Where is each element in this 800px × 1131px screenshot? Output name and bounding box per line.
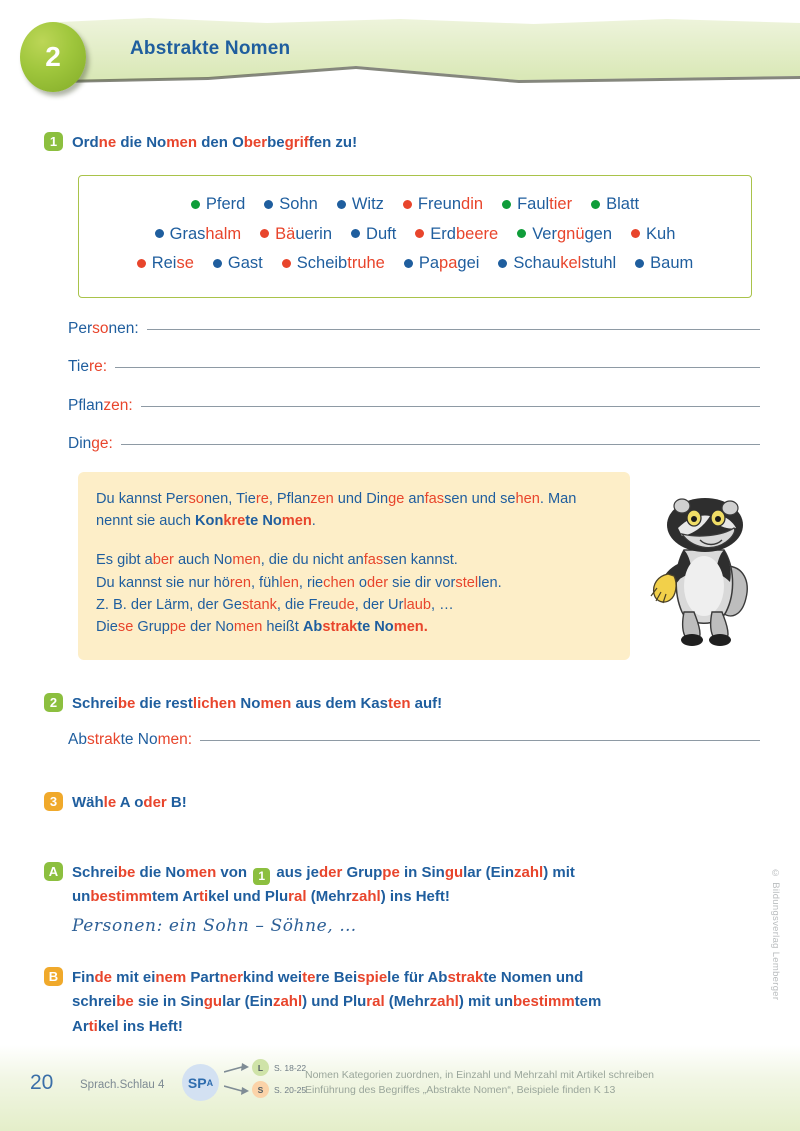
word-bank-item[interactable]: [502, 196, 572, 213]
page-number: 20: [30, 1071, 54, 1094]
task-a-text-before: Schreibe die Nomen von: [72, 864, 252, 881]
answer-rule[interactable]: [147, 329, 760, 330]
word-bank-label: Duft: [366, 224, 397, 243]
word-bank-item[interactable]: [351, 226, 396, 243]
task-a-badge: A: [44, 862, 63, 881]
word-bank-row: [79, 255, 751, 272]
competency-badge: [182, 1064, 219, 1101]
word-bank-item[interactable]: [403, 196, 483, 213]
category-label: Dinge:: [68, 435, 113, 452]
task-a-text: [72, 861, 575, 910]
word-bank-label: Vergnügen: [532, 224, 613, 243]
word-bank-label: Baum: [650, 254, 694, 272]
page-header: [0, 18, 800, 96]
bullet-dot-icon: [517, 229, 526, 238]
bullet-dot-icon: [155, 229, 164, 238]
category-line-pflanzen[interactable]: [68, 397, 760, 415]
category-line-personen[interactable]: [68, 320, 760, 338]
task-a-text-after: aus jeder Gruppe in Singular (Einzahl) mit unbestimmtem Artikel und Plural (Mehrzahl) ins Heft!: [72, 864, 575, 906]
bullet-dot-icon: [337, 200, 346, 209]
category-line-dinge[interactable]: [68, 435, 760, 453]
answer-label: Abstrakte Nomen:: [68, 731, 193, 748]
word-bank-item[interactable]: [415, 226, 498, 243]
footer-description-line-1: Nomen Kategorien zuordnen, in Einzahl und Mehrzahl mit Artikel schreiben: [305, 1068, 655, 1081]
bullet-dot-icon: [282, 259, 291, 268]
word-bank-label: Witz: [351, 195, 384, 213]
bullet-dot-icon: [415, 229, 424, 238]
bullet-dot-icon: [351, 229, 360, 238]
word-bank-label: Scheibtruhe: [296, 254, 385, 272]
category-label: Personen:: [68, 320, 139, 337]
reference-item-l[interactable]: [252, 1059, 306, 1076]
word-bank-label: Sohn: [279, 195, 318, 213]
copyright-notice: © Bildungsverlag Lemberger: [770, 868, 781, 1001]
word-bank-label: Papagei: [418, 254, 480, 272]
task-3-heading: [44, 791, 744, 815]
word-bank-label: Freundin: [417, 195, 484, 213]
bullet-dot-icon: [498, 259, 507, 268]
word-bank-item[interactable]: [498, 255, 616, 272]
info-paragraph-1: Du kannst Personen, Tiere, Pflanzen und Dinge anfassen und sehen. Man nennt sie auch Konkrete Nomen.: [96, 491, 577, 530]
task-a-inline-badge: 1: [253, 868, 270, 885]
word-bank-label: Blatt: [606, 195, 640, 213]
bullet-dot-icon: [213, 259, 222, 268]
task-2-heading: [44, 692, 744, 716]
reference-item-s[interactable]: [252, 1081, 306, 1098]
word-bank-item[interactable]: [213, 255, 263, 272]
bullet-dot-icon: [137, 259, 146, 268]
task-3-badge: 3: [44, 792, 63, 811]
word-bank-item[interactable]: [337, 196, 384, 213]
answer-rule[interactable]: [200, 740, 760, 741]
task-b-badge: B: [44, 967, 63, 986]
word-bank-label: Bäuerin: [275, 224, 333, 243]
task-2-badge: 2: [44, 693, 63, 712]
word-bank-label: Erdbeere: [430, 224, 499, 243]
task-b-heading: [44, 966, 759, 1039]
word-bank-item[interactable]: [264, 196, 318, 213]
bullet-dot-icon: [635, 259, 644, 268]
word-bank-item[interactable]: [631, 226, 675, 243]
reference-dot-l: L: [252, 1059, 269, 1076]
footer-description-line-2: Einführung des Begriffes „Abstrakte Nomen“, Beispiele finden K 13: [305, 1083, 616, 1096]
bullet-dot-icon: [260, 229, 269, 238]
bullet-dot-icon: [191, 200, 200, 209]
bullet-dot-icon: [264, 200, 273, 209]
chapter-number: 2: [45, 41, 61, 72]
bullet-dot-icon: [502, 200, 511, 209]
category-line-tiere[interactable]: [68, 358, 760, 376]
task-2-text: Schreibe die restlichen Nomen aus dem Kasten auf!: [72, 695, 443, 712]
word-bank-item[interactable]: [282, 255, 385, 272]
task-1-heading: [44, 131, 744, 155]
word-bank-row: [79, 226, 751, 243]
bullet-dot-icon: [591, 200, 600, 209]
task-a-handwritten-example: Personen: ein Sohn – Söhne, …: [72, 916, 357, 936]
badger-mascot-illustration: [648, 470, 758, 650]
task-2-answer-line[interactable]: [68, 731, 760, 749]
answer-rule[interactable]: [115, 367, 760, 368]
word-bank-item[interactable]: [137, 255, 194, 272]
task-a-heading: [44, 861, 754, 910]
word-bank-box: [78, 175, 752, 298]
word-bank-item[interactable]: [155, 226, 242, 243]
word-bank-label: Reise: [151, 254, 194, 272]
word-bank-item[interactable]: [191, 196, 245, 213]
book-title: Sprach.Schlau 4: [80, 1079, 165, 1091]
category-label: Pflanzen:: [68, 397, 133, 414]
competency-badge-main: SP: [187, 1074, 207, 1091]
competency-badge-sub: A: [206, 1077, 214, 1088]
bullet-dot-icon: [403, 200, 412, 209]
arrow-icon-bottom: [224, 1083, 250, 1095]
word-bank-label: Gast: [227, 254, 263, 272]
word-bank-label: Pferd: [205, 195, 246, 213]
chapter-number-circle: [20, 22, 86, 92]
word-bank-label: Schaukelstuhl: [513, 254, 617, 272]
word-bank-item[interactable]: [517, 226, 612, 243]
task-1-text: Ordne die Nomen den Oberbegriffen zu!: [72, 134, 358, 151]
footer-description: [305, 1068, 654, 1098]
word-bank-item[interactable]: [260, 226, 332, 243]
word-bank-item[interactable]: [635, 255, 693, 272]
word-bank-item[interactable]: [404, 255, 480, 272]
word-bank-row: [79, 196, 751, 213]
bullet-dot-icon: [404, 259, 413, 268]
reference-pages-l: S. 18-22: [274, 1062, 307, 1073]
task-1-badge: 1: [44, 132, 63, 151]
reference-dot-s: S: [252, 1081, 269, 1098]
word-bank-item[interactable]: [591, 196, 639, 213]
answer-rule[interactable]: [141, 406, 760, 407]
category-label: Tiere:: [68, 358, 108, 375]
info-paragraph-2: Es gibt aber auch Nomen, die du nicht anfassen kannst. Du kannst sie nur hören, fühlen, riechen oder sie dir vorstellen. Z. B. der Lärm, der Gestank, die Freude, der Urlaub, … Diese Gruppe der Nomen heißt Abstrakte Nomen.: [96, 552, 502, 635]
arrow-icon-top: [224, 1063, 250, 1075]
word-bank-label: Faultier: [517, 195, 573, 213]
task-b-text: Finde mit einem Partnerkind weitere Beispiele für Abstrakte Nomen und schreibe sie in Singular (Einzahl) und Plural (Mehrzahl) mit unbestimmtem Artikel ins Heft!: [72, 969, 602, 1035]
info-box: [78, 472, 630, 660]
task-3-text: Wähle A oder B!: [72, 794, 187, 811]
bullet-dot-icon: [631, 229, 640, 238]
word-bank-label: Grashalm: [169, 224, 242, 243]
reference-pages-s: S. 20-25: [274, 1084, 307, 1095]
word-bank-label: Kuh: [646, 224, 676, 243]
page-title: Abstrakte Nomen: [130, 38, 291, 59]
answer-rule[interactable]: [121, 444, 760, 445]
